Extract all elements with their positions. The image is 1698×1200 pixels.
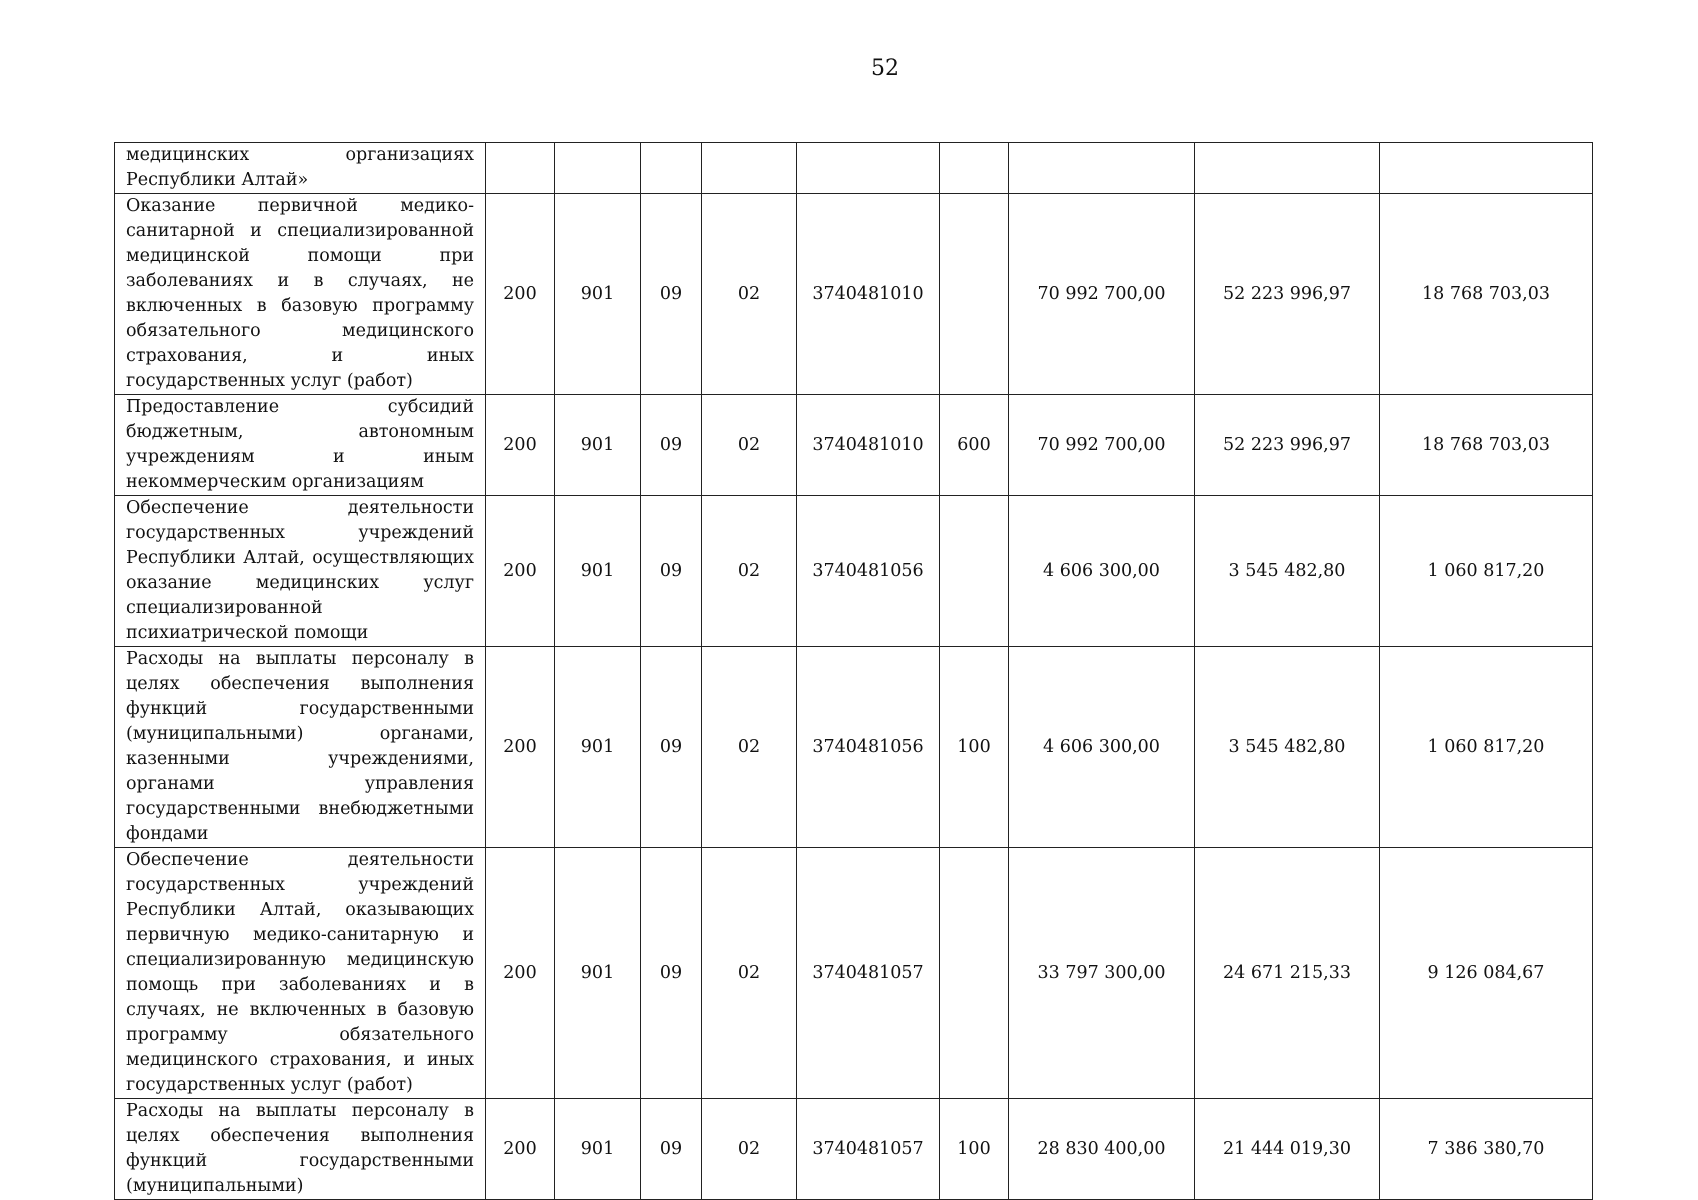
expense-type-cell: [940, 496, 1009, 647]
target-article-cell: 3740481056: [797, 496, 940, 647]
remaining-amount-cell: 9 126 084,67: [1380, 848, 1593, 1099]
row-description: Оказание первичной медико-санитарной и специализированной медицинской помощи при заболеваниях и в случаях, не включенных в базовую программу обязательного медицинского страхования, и иных государственных услуг (работ): [115, 194, 486, 395]
expense-type-cell: [940, 848, 1009, 1099]
expense-type-cell: 600: [940, 395, 1009, 496]
page-number: 52: [871, 56, 899, 81]
subsection-code-cell: 02: [702, 395, 797, 496]
expense-type-cell: 100: [940, 1099, 1009, 1200]
section-code-cell: 09: [641, 395, 702, 496]
section-code-cell: 09: [641, 496, 702, 647]
subsection-code-cell: 02: [702, 1099, 797, 1200]
ministry-code-cell: 901: [555, 496, 641, 647]
subsection-code-cell: 02: [702, 647, 797, 848]
approved-amount-cell: 33 797 300,00: [1009, 848, 1195, 1099]
executed-amount-cell: 52 223 996,97: [1195, 395, 1380, 496]
expense-type-cell: [940, 143, 1009, 194]
ministry-code-cell: 901: [555, 848, 641, 1099]
approved-amount-cell: [1009, 143, 1195, 194]
target-article-cell: [797, 143, 940, 194]
row-description: Предоставление субсидий бюджетным, автономным учреждениям и иным некоммерческим организациям: [115, 395, 486, 496]
approved-amount-cell: 4 606 300,00: [1009, 647, 1195, 848]
approved-amount-cell: 70 992 700,00: [1009, 194, 1195, 395]
table-row: [115, 496, 1593, 647]
subsection-code-cell: 02: [702, 496, 797, 647]
remaining-amount-cell: 1 060 817,20: [1380, 647, 1593, 848]
subsection-code-cell: 02: [702, 194, 797, 395]
target-article-cell: 3740481010: [797, 395, 940, 496]
section-code-cell: 09: [641, 1099, 702, 1200]
row-description: Обеспечение деятельности государственных учреждений Республики Алтай, оказывающих первичную медико-санитарную и специализированную медицинскую помощь при заболеваниях и в случаях, не включенных в базовую программу обязательного медицинского страхования, и иных государственных услуг (работ): [115, 848, 486, 1099]
target-article-cell: 3740481056: [797, 647, 940, 848]
executed-amount-cell: 3 545 482,80: [1195, 496, 1380, 647]
subsection-code-cell: 02: [702, 848, 797, 1099]
ministry-code-cell: 901: [555, 647, 641, 848]
row-description: Расходы на выплаты персоналу в целях обеспечения выполнения функций государственными (муниципальными): [115, 1099, 486, 1200]
admin-code-cell: 200: [486, 1099, 555, 1200]
executed-amount-cell: 24 671 215,33: [1195, 848, 1380, 1099]
table-row: [115, 194, 1593, 395]
row-description: Расходы на выплаты персоналу в целях обеспечения выполнения функций государственными (муниципальными) органами, казенными учреждениями, органами управления государственными внебюджетными фондами: [115, 647, 486, 848]
expense-type-cell: 100: [940, 647, 1009, 848]
ministry-code-cell: 901: [555, 1099, 641, 1200]
admin-code-cell: 200: [486, 848, 555, 1099]
section-code-cell: 09: [641, 848, 702, 1099]
remaining-amount-cell: 18 768 703,03: [1380, 395, 1593, 496]
section-code-cell: 09: [641, 194, 702, 395]
section-code-cell: 09: [641, 647, 702, 848]
admin-code-cell: 200: [486, 194, 555, 395]
budget-table: [114, 142, 1593, 1200]
table-row: [115, 395, 1593, 496]
target-article-cell: 3740481057: [797, 1099, 940, 1200]
expense-type-cell: [940, 194, 1009, 395]
admin-code-cell: 200: [486, 496, 555, 647]
target-article-cell: 3740481057: [797, 848, 940, 1099]
executed-amount-cell: [1195, 143, 1380, 194]
subsection-code-cell: [702, 143, 797, 194]
remaining-amount-cell: [1380, 143, 1593, 194]
admin-code-cell: 200: [486, 647, 555, 848]
table-row: [115, 848, 1593, 1099]
executed-amount-cell: 3 545 482,80: [1195, 647, 1380, 848]
table-row: [115, 647, 1593, 848]
admin-code-cell: 200: [486, 395, 555, 496]
approved-amount-cell: 4 606 300,00: [1009, 496, 1195, 647]
ministry-code-cell: 901: [555, 395, 641, 496]
executed-amount-cell: 52 223 996,97: [1195, 194, 1380, 395]
section-code-cell: [641, 143, 702, 194]
target-article-cell: 3740481010: [797, 194, 940, 395]
approved-amount-cell: 70 992 700,00: [1009, 395, 1195, 496]
remaining-amount-cell: 18 768 703,03: [1380, 194, 1593, 395]
ministry-code-cell: [555, 143, 641, 194]
approved-amount-cell: 28 830 400,00: [1009, 1099, 1195, 1200]
table-row: [115, 1099, 1593, 1200]
remaining-amount-cell: 1 060 817,20: [1380, 496, 1593, 647]
row-description: медицинских организациях Республики Алтай»: [115, 143, 486, 194]
admin-code-cell: [486, 143, 555, 194]
ministry-code-cell: 901: [555, 194, 641, 395]
table-row: [115, 143, 1593, 194]
executed-amount-cell: 21 444 019,30: [1195, 1099, 1380, 1200]
remaining-amount-cell: 7 386 380,70: [1380, 1099, 1593, 1200]
row-description: Обеспечение деятельности государственных учреждений Республики Алтай, осуществляющих оказание медицинских услуг специализированной психиатрической помощи: [115, 496, 486, 647]
